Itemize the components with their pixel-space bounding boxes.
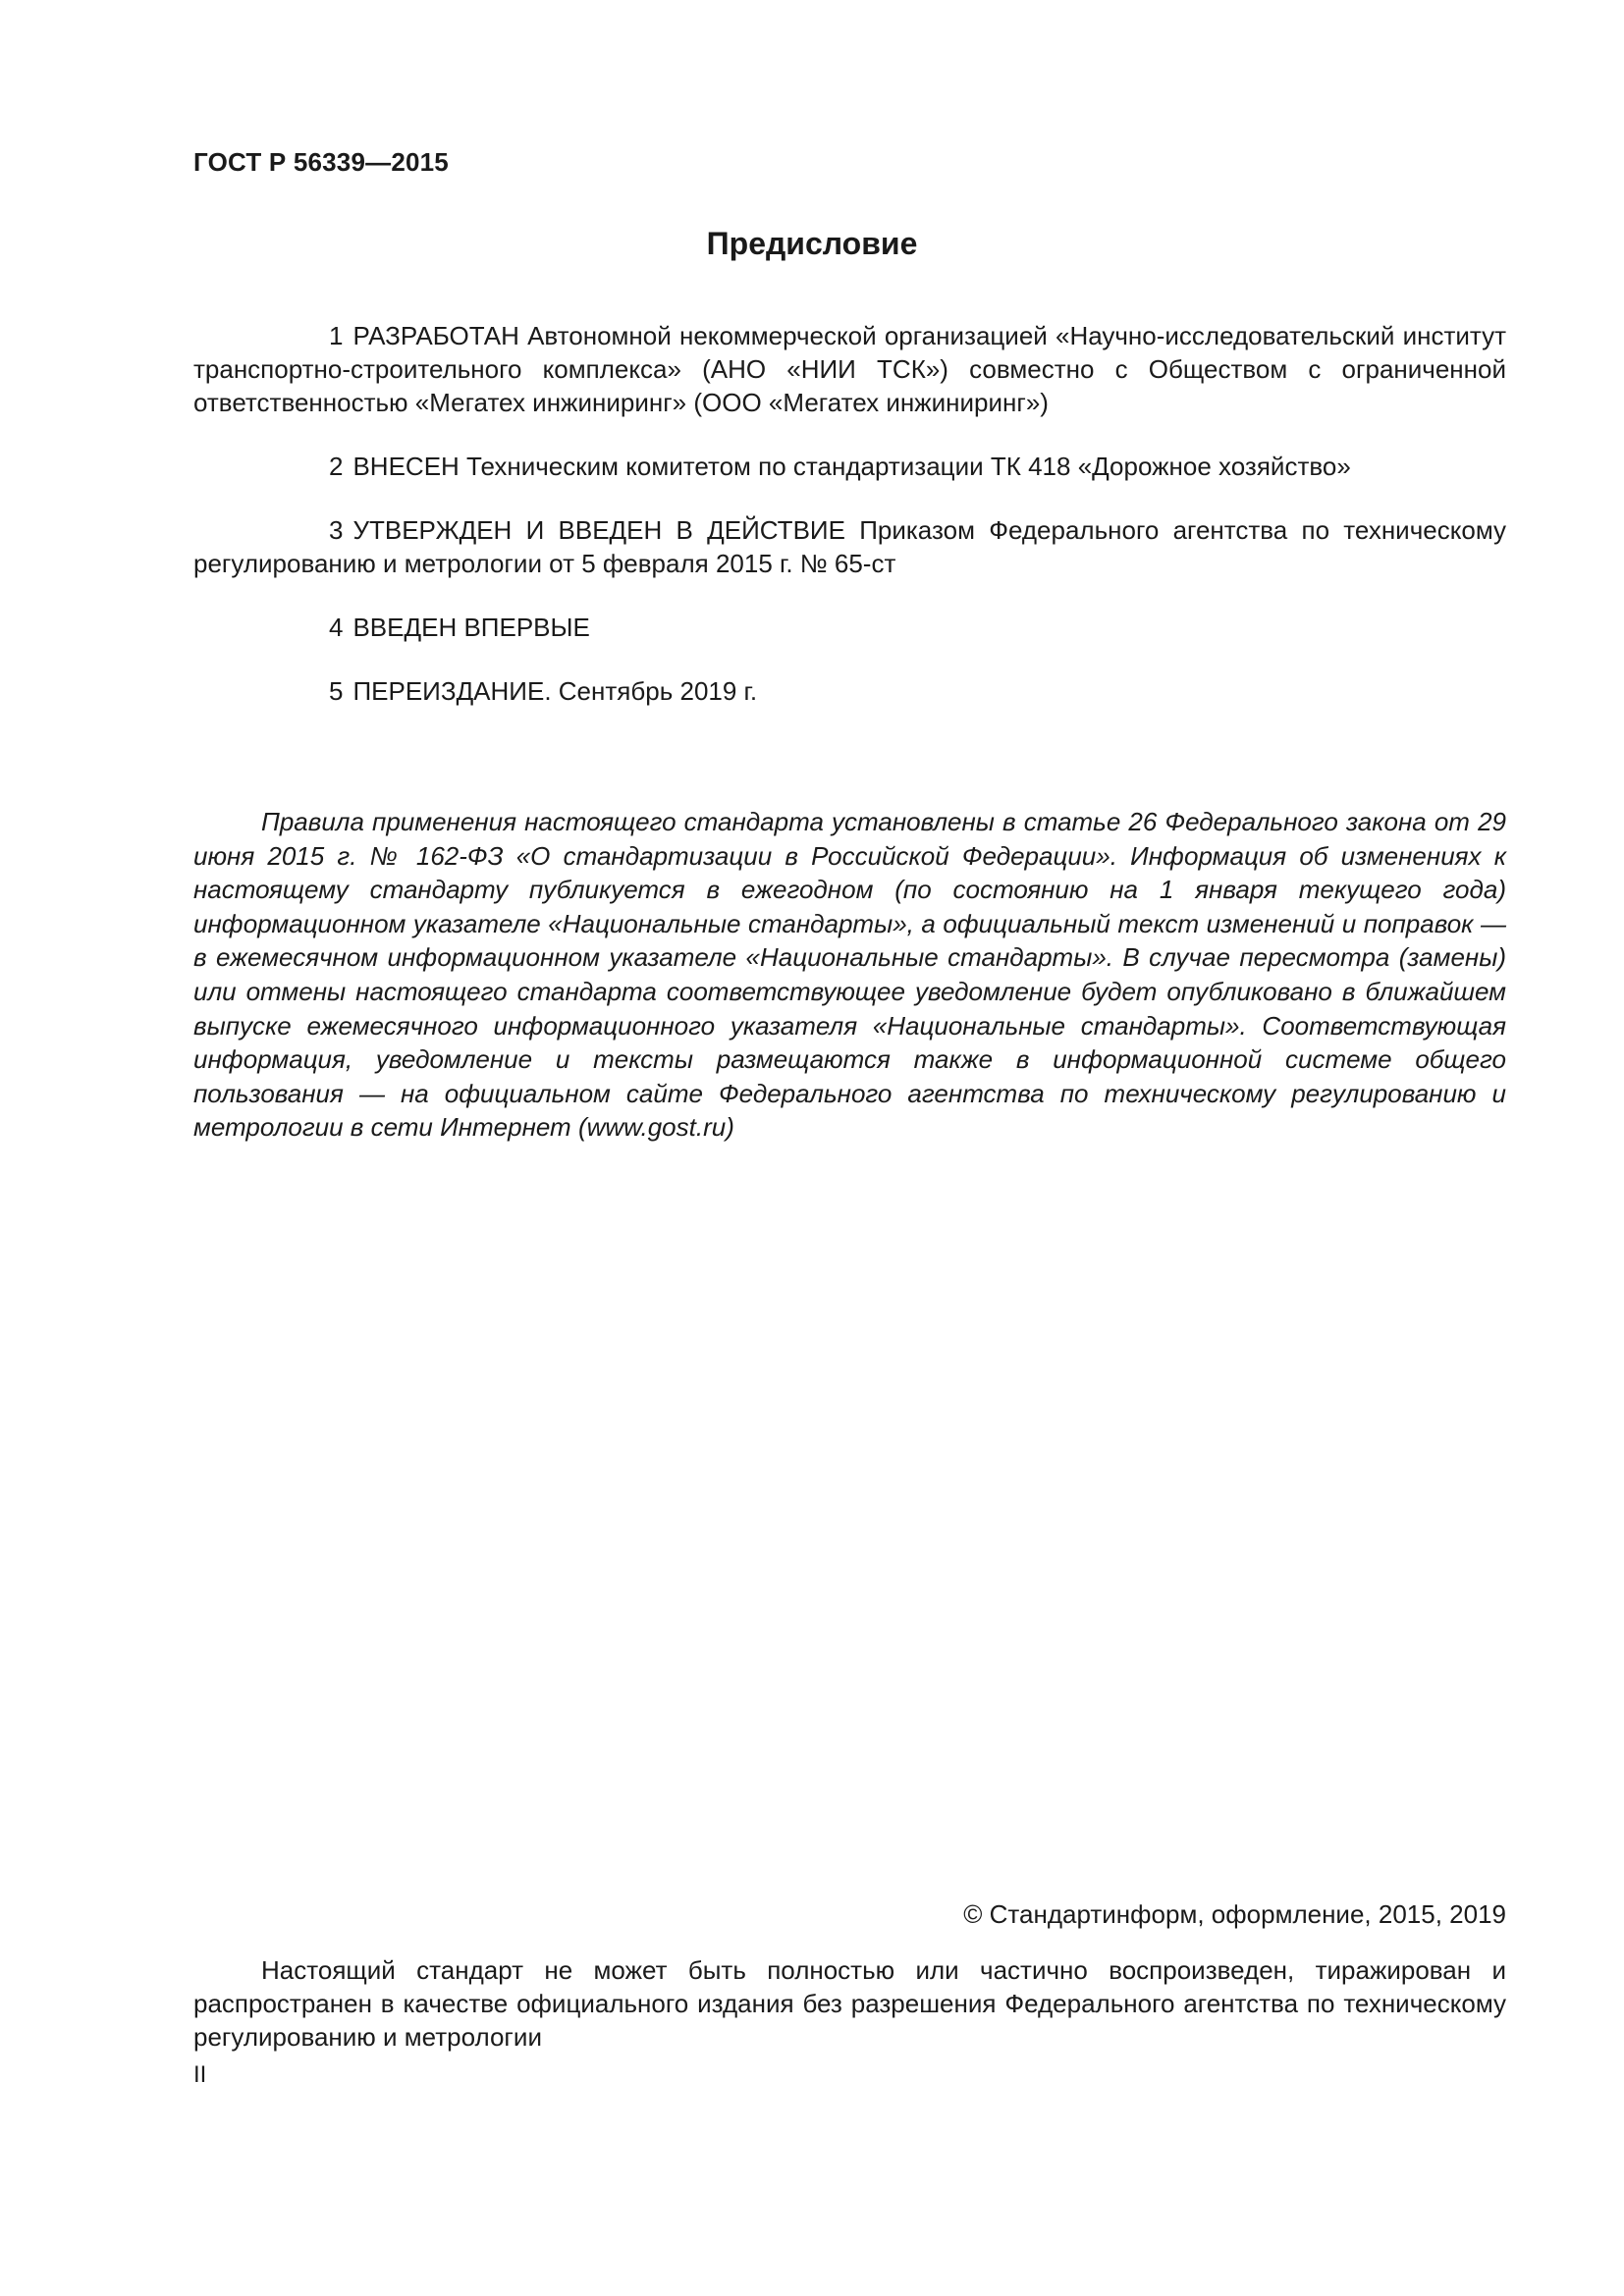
item-text: ВВЕДЕН ВПЕРВЫЕ — [352, 613, 590, 642]
foreword-item-2 — [193, 450, 1506, 483]
item-text: УТВЕРЖДЕН И ВВЕДЕН В ДЕЙСТВИЕ Приказом Федерального агентства по техническому регулированию и метрологии от 5 февраля 2015 г. № 65-ст — [193, 515, 1506, 578]
application-notice: Правила применения настоящего стандарта установлены в статье 26 Федерального закона от 29 июня 2015 г. № 162-ФЗ «О стандартизации в Российской Федерации». Информация об изменениях к настоящему стандарту публикуется в ежегодном (по состоянию на 1 января текущего года) информационном указателе «Национальные стандарты», а официальный текст изменений и поправок — в ежемесячном информационном указателе «Национальные стандарты». В случае пересмотра (замены) или отмены настоящего стандарта соответствующее уведомление будет опубликовано в ближайшем выпуске ежемесячного информационного указателя «Национальные стандарты». Соответствующая информация, уведомление и тексты размещаются также в информационной системе общего пользования — на официальном сайте Федерального агентства по техническому регулированию и метрологии в сети Интернет (www.gost.ru) — [193, 807, 1506, 1143]
item-text: РАЗРАБОТАН Автономной некоммерческой организацией «Научно-исследовательский институт транспортно-строительного комплекса» (АНО «НИИ ТСК») совместно с Обществом с ограниченной ответственностью «Мегатех инжиниринг» (ООО «Мегатех инжиниринг») — [193, 321, 1506, 417]
item-text: ВНЕСЕН Техническим комитетом по стандартизации ТК 418 «Дорожное хозяйство» — [352, 452, 1351, 481]
foreword-items — [193, 319, 1506, 738]
item-number: 2 — [329, 452, 344, 481]
item-number: 3 — [329, 515, 344, 545]
standard-code: ГОСТ Р 56339—2015 — [193, 147, 449, 177]
reproduction-rights: Настоящий стандарт не может быть полностью или частично воспроизведен, тиражирован и распространен в качестве официального издания без разрешения Федерального агентства по техническому регулированию и метрологии — [193, 1955, 1506, 2052]
foreword-item-3 — [193, 513, 1506, 580]
foreword-item-1 — [193, 319, 1506, 419]
copyright-line: © Стандартинформ, оформление, 2015, 2019 — [963, 1899, 1506, 1929]
item-number: 1 — [329, 321, 344, 350]
page-title: Предисловие — [706, 226, 918, 261]
page-number: II — [193, 2061, 207, 2088]
item-text: ПЕРЕИЗДАНИЕ. Сентябрь 2019 г. — [352, 676, 758, 706]
foreword-item-4 — [193, 611, 1506, 644]
item-number: 4 — [329, 613, 344, 642]
item-number: 5 — [329, 676, 344, 706]
foreword-item-5 — [193, 674, 1506, 708]
